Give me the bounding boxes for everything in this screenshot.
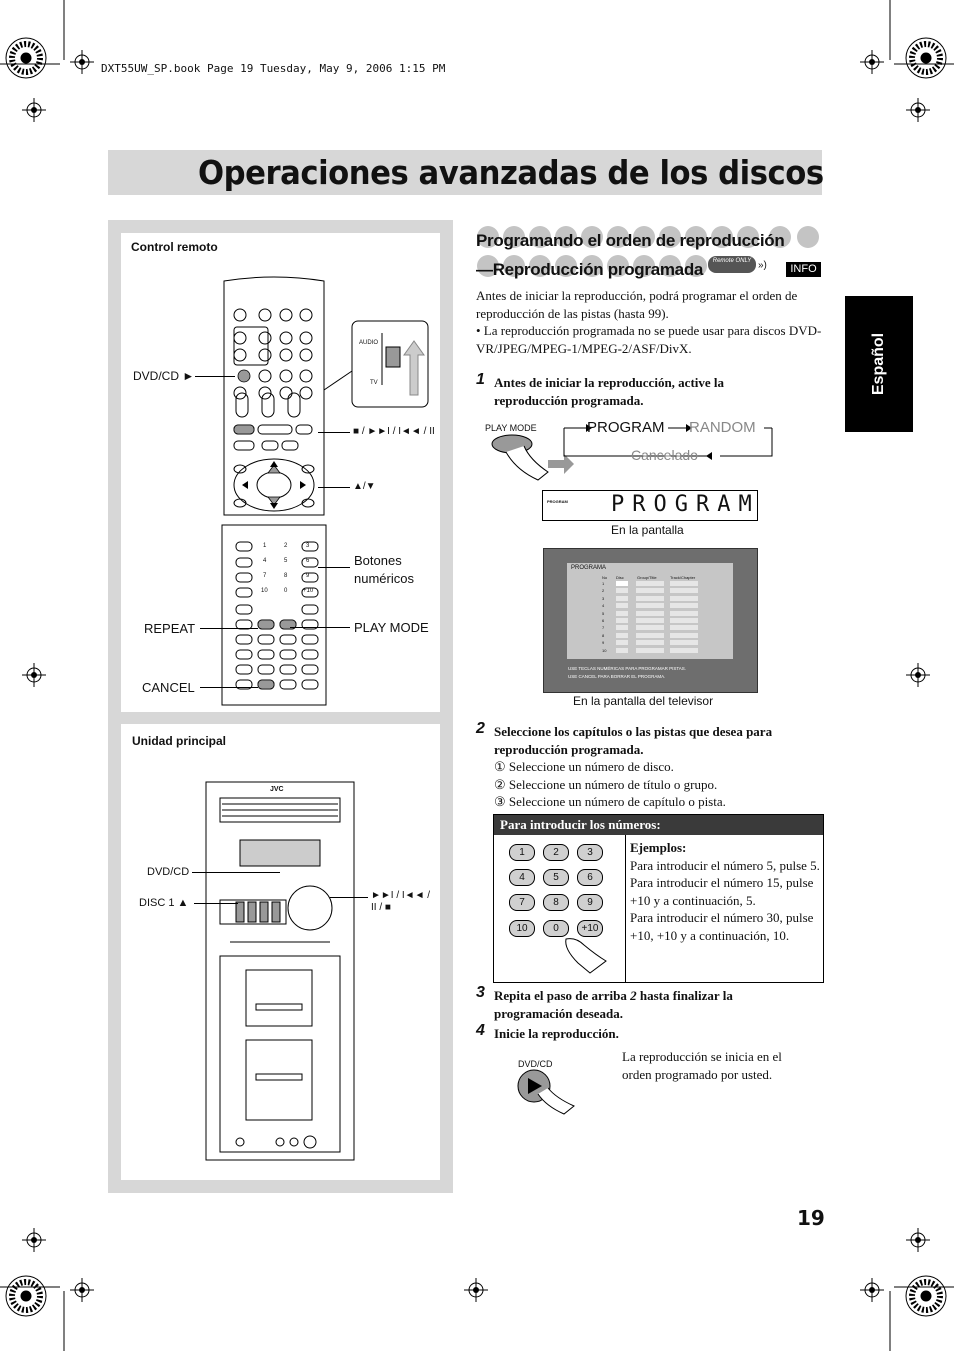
example-2: Para introducir el número 15, pulse +10 y a continuación, 5. — [630, 875, 814, 908]
tv-row-cell — [670, 618, 698, 623]
key-8: 8 — [543, 894, 569, 911]
mode-program: PROGRAM — [587, 419, 665, 436]
tv-program-row — [600, 640, 700, 646]
callout-unit-disc1: DISC 1 ▲ — [139, 897, 189, 909]
language-label: Español — [870, 332, 887, 396]
callout-unit-transport-2: II / ■ — [371, 902, 391, 913]
tv-row-cell — [636, 640, 664, 645]
key-5: 5 — [543, 869, 569, 886]
tv-row-cell — [616, 603, 628, 608]
tv-row-cell — [636, 603, 664, 608]
mode-cancelado: Cancelado — [631, 447, 698, 463]
step-4-text: Inicie la reproducción. — [494, 1026, 619, 1041]
dvdcd-button-label: DVD/CD — [518, 1059, 553, 1069]
tv-row-cell — [616, 596, 628, 601]
main-unit-brand: JVC — [270, 786, 284, 793]
callout-cancel: CANCEL — [142, 680, 195, 695]
switch-label-audio: AUDIO — [359, 340, 379, 346]
step-1-number: 1 — [476, 371, 485, 388]
remote-key-plus10: +10 — [303, 588, 314, 594]
tv-col-track: Track/Chapter — [670, 575, 696, 580]
tv-program-row — [600, 618, 700, 624]
info-badge: INFO — [786, 262, 821, 277]
section-title-line1: Programando el orden de reproducción — [476, 231, 785, 250]
tv-row-cell — [616, 588, 628, 593]
bullet-text: • La reproducción programada no se puede usar para discos DVD-VR/JPEG/MPEG-1/MPEG-2/ASF/DivX. — [476, 323, 822, 356]
tv-row-cell — [636, 581, 664, 586]
main-unit-illustration — [200, 780, 360, 1170]
display-program-indicator: PROGRAM — [547, 499, 568, 504]
tv-row-cell — [670, 596, 698, 601]
number-table-header: Para introducir los números: — [494, 815, 823, 835]
key-9: 9 — [577, 894, 603, 911]
tv-program-row — [600, 611, 700, 617]
tv-row-cell — [636, 633, 664, 638]
remote-key-9: 9 — [306, 573, 310, 579]
mode-random: RANDOM — [689, 419, 756, 436]
remote-key-1: 1 — [263, 543, 267, 549]
substep-3: ③ Seleccione un número de capítulo o pista. — [494, 794, 726, 809]
finger-press-icon — [562, 935, 612, 975]
tv-row-number: 8 — [602, 632, 605, 638]
number-entry-table — [493, 814, 824, 983]
tv-row-number: 4 — [602, 603, 605, 609]
tv-row-cell — [636, 618, 664, 623]
tv-note-2: USE CANCEL PARA BORRAR EL PROGRAMA. — [568, 674, 666, 679]
callout-number-buttons-2: numéricos — [354, 571, 414, 586]
remote-key-5: 5 — [284, 558, 288, 564]
tv-row-number: 3 — [602, 595, 605, 601]
remote-key-10: 10 — [261, 588, 268, 594]
remote-number-keys — [258, 541, 318, 601]
step-2-number: 2 — [476, 720, 485, 737]
remote-key-8: 8 — [284, 573, 288, 579]
remote-key-7: 7 — [263, 573, 267, 579]
step-3-number: 3 — [476, 984, 485, 1001]
tv-row-cell — [670, 633, 698, 638]
tv-row-number: 2 — [602, 588, 605, 594]
key-3: 3 — [577, 844, 603, 861]
step-1-text: Antes de iniciar la reproducción, active la reproducción programada. — [494, 375, 725, 408]
remote-key-3: 3 — [306, 543, 310, 549]
remote-heading: Control remoto — [131, 240, 218, 254]
callout-updown: ▲/▼ — [353, 481, 376, 492]
tv-row-number: 7 — [602, 625, 605, 631]
tv-title: PROGRAMA — [571, 565, 607, 571]
substep-2: ② Seleccione un número de título o grupo. — [494, 777, 718, 792]
print-header: DXT55UW_SP.book Page 19 Tuesday, May 9, 2006 1:15 PM — [101, 62, 446, 75]
tv-row-cell — [636, 648, 664, 653]
key-2: 2 — [543, 844, 569, 861]
tv-row-cell — [636, 625, 664, 630]
tv-row-number: 5 — [602, 610, 605, 616]
substep-1: ① Seleccione un número de disco. — [494, 759, 674, 774]
tv-row-cell — [636, 588, 664, 593]
tv-col-group: Group/Title — [637, 575, 657, 580]
tv-row-number: 1 — [602, 581, 605, 586]
page-title: Operaciones avanzadas de los discos — [198, 153, 824, 192]
tv-col-disc: Disc — [616, 575, 624, 580]
tv-row-cell — [616, 640, 628, 645]
key-0: 0 — [543, 920, 569, 937]
key-plus10: +10 — [577, 920, 603, 937]
step-4-number: 4 — [476, 1022, 485, 1039]
tv-row-cell — [670, 640, 698, 645]
tv-program-row — [600, 588, 700, 594]
tv-row-cell — [616, 633, 628, 638]
display-segment-text: PROGRAM — [611, 492, 760, 517]
remote-waves-icon: ») — [758, 260, 767, 271]
remote-key-0: 0 — [284, 588, 288, 594]
tv-row-number: 9 — [602, 640, 605, 646]
callout-unit-dvdcd: DVD/CD — [147, 866, 190, 878]
remote-only-badge: Remote ONLY — [708, 256, 756, 273]
examples-block — [630, 839, 820, 944]
tv-program-row — [600, 581, 700, 587]
callout-unit-transport-1: ►►I / I◄◄ / — [371, 890, 431, 901]
tv-row-cell — [670, 648, 698, 653]
remote-key-6: 6 — [306, 558, 310, 564]
key-1: 1 — [509, 844, 535, 861]
language-tab — [845, 296, 913, 432]
tv-row-cell — [616, 625, 628, 630]
callout-repeat: REPEAT — [144, 621, 196, 636]
display-caption: En la pantalla — [611, 523, 684, 537]
tv-row-cell — [636, 611, 664, 616]
tv-screen — [543, 548, 758, 693]
tv-caption: En la pantalla del televisor — [573, 694, 714, 708]
title-bar — [108, 150, 822, 195]
step-4-note: La reproducción se inicia en el orden programado por usted. — [622, 1049, 782, 1082]
main-unit-heading: Unidad principal — [132, 734, 227, 748]
step-3-text: Repita el paso de arriba 2 hasta finalizar la programación deseada. — [494, 988, 733, 1021]
tv-row-cell — [670, 625, 698, 630]
tv-row-cell — [616, 581, 628, 586]
key-6: 6 — [577, 869, 603, 886]
remote-key-2: 2 — [284, 543, 288, 549]
tv-row-cell — [670, 611, 698, 616]
examples-title: Ejemplos: — [630, 840, 687, 855]
tv-row-cell — [616, 611, 628, 616]
page-number: 19 — [797, 1206, 825, 1230]
remote-key-4: 4 — [263, 558, 267, 564]
tv-program-row — [600, 625, 700, 631]
tv-row-cell — [636, 596, 664, 601]
tv-program-row — [600, 633, 700, 639]
key-7: 7 — [509, 894, 535, 911]
tv-row-cell — [670, 603, 698, 608]
tv-col-no: No — [602, 575, 608, 580]
switch-label-tv: TV — [370, 380, 378, 386]
key-10: 10 — [509, 920, 535, 937]
front-display — [542, 490, 758, 521]
example-1: Para introducir el número 5, pulse 5. — [630, 857, 820, 873]
step-2-text: Seleccione los capítulos o las pistas que desea para reproducción programada. — [494, 724, 773, 757]
example-3: Para introducir el número 30, pulse +10, +10 y a continuación, 10. — [630, 910, 814, 943]
tv-row-cell — [616, 648, 628, 653]
section-title-line2: —Reproducción programada — [476, 260, 704, 279]
tv-program-row — [600, 596, 700, 602]
tv-program-row — [600, 648, 700, 654]
tv-row-number: 10 — [602, 647, 607, 653]
tv-row-cell — [670, 588, 698, 593]
intro-text: Antes de iniciar la reproducción, podrá programar el orden de reproducción de las pistas (hasta 99). — [476, 288, 798, 321]
callout-transport: ■ / ►►I / I◄◄ / II — [353, 426, 435, 437]
key-4: 4 — [509, 869, 535, 886]
tv-row-number: 6 — [602, 618, 605, 623]
callout-number-buttons-1: Botones — [354, 553, 402, 568]
callout-play-mode: PLAY MODE — [354, 620, 429, 635]
tv-program-row — [600, 603, 700, 609]
tv-row-cell — [616, 618, 628, 623]
tv-note-1: USE TECLAS NUMÉRICAS PARA PROGRAMAR PISTAS. — [568, 666, 687, 671]
dvdcd-play-button-icon — [516, 1068, 580, 1116]
tv-rows — [600, 581, 700, 655]
play-mode-label: PLAY MODE — [485, 423, 537, 433]
tv-row-cell — [670, 581, 698, 586]
remote-illustration — [220, 275, 440, 715]
callout-dvdcd: DVD/CD ► — [133, 369, 195, 383]
section-title — [476, 226, 826, 284]
